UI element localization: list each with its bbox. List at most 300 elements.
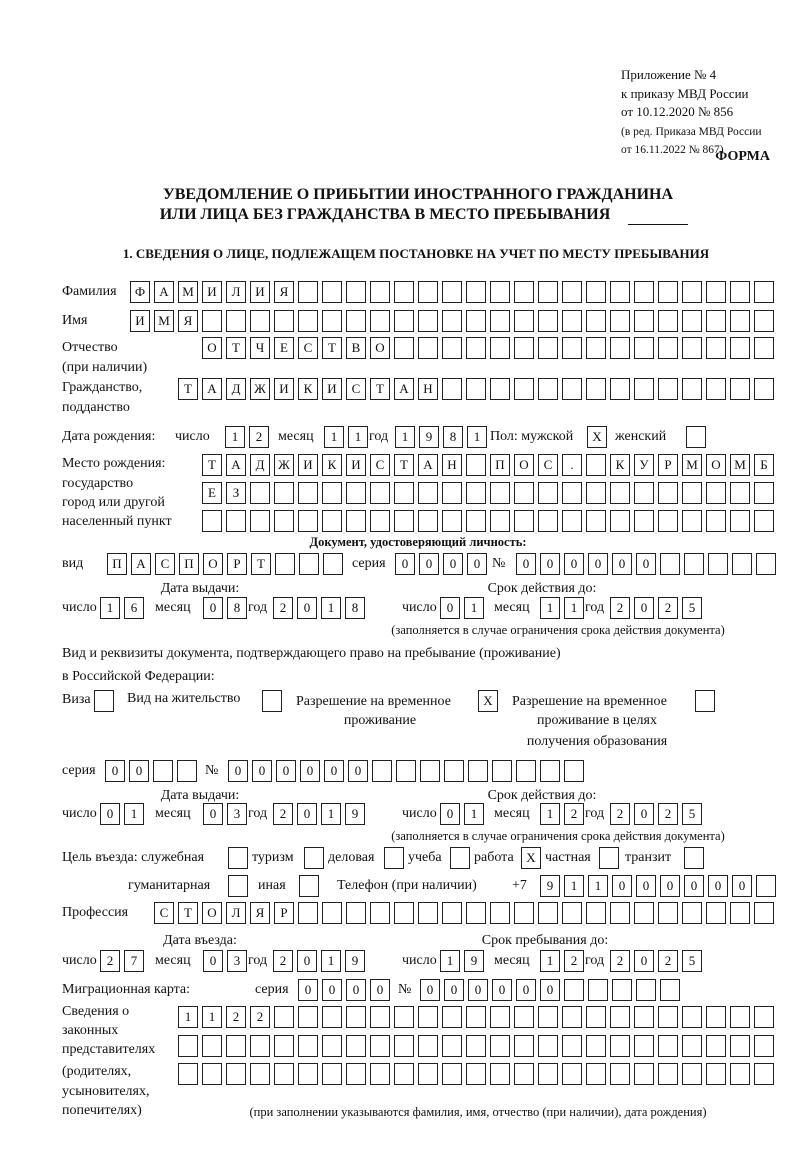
name-field-cell[interactable]: Я bbox=[178, 310, 198, 332]
doc-number-field-cell[interactable] bbox=[660, 553, 680, 575]
patronymic-field-cell[interactable]: Е bbox=[274, 337, 294, 359]
birth-place-row-1-cell[interactable]: М bbox=[730, 454, 750, 476]
permit-number-field-cell[interactable]: 0 bbox=[228, 760, 248, 782]
phone-field-cell[interactable]: 9 bbox=[540, 875, 560, 897]
entry-year-field-cell[interactable]: 2 bbox=[273, 950, 293, 972]
reps-row-2-cell[interactable] bbox=[226, 1035, 246, 1057]
migration-series-field-cell[interactable]: 0 bbox=[346, 979, 366, 1001]
issue-year-field-cell[interactable]: 1 bbox=[321, 597, 341, 619]
name-field-cell[interactable] bbox=[298, 310, 318, 332]
reps-row-2-cell[interactable] bbox=[514, 1035, 534, 1057]
birth-place-row-2-cell[interactable] bbox=[274, 482, 294, 504]
birth-place-row-2-cell[interactable] bbox=[730, 482, 750, 504]
permit-number-field-cell[interactable]: 0 bbox=[276, 760, 296, 782]
phone-field-cell[interactable]: 0 bbox=[660, 875, 680, 897]
citizenship-field-cell[interactable]: Т bbox=[370, 378, 390, 400]
surname-field-cell[interactable] bbox=[754, 281, 774, 303]
issue-year-field-cell[interactable]: 0 bbox=[297, 597, 317, 619]
surname-field-cell[interactable] bbox=[658, 281, 678, 303]
name-field-cell[interactable] bbox=[658, 310, 678, 332]
birth-place-row-2-cell[interactable] bbox=[682, 482, 702, 504]
surname-field-cell[interactable]: Я bbox=[274, 281, 294, 303]
permit-issue-month-field-cell[interactable]: 3 bbox=[227, 803, 247, 825]
birth-place-row-3-cell[interactable] bbox=[298, 510, 318, 532]
patronymic-field-cell[interactable] bbox=[586, 337, 606, 359]
reps-row-3-cell[interactable] bbox=[538, 1063, 558, 1085]
doc-type-field-cell[interactable] bbox=[323, 553, 343, 575]
birth-place-row-2-cell[interactable] bbox=[346, 482, 366, 504]
reps-row-2-cell[interactable] bbox=[610, 1035, 630, 1057]
doc-type-field-cell[interactable]: А bbox=[131, 553, 151, 575]
citizenship-field-cell[interactable] bbox=[586, 378, 606, 400]
profession-field-cell[interactable] bbox=[538, 902, 558, 924]
sex-female-checkbox[interactable] bbox=[686, 426, 706, 448]
citizenship-field-cell[interactable] bbox=[610, 378, 630, 400]
birth-place-row-1-cell[interactable]: Т bbox=[202, 454, 222, 476]
surname-field-cell[interactable] bbox=[346, 281, 366, 303]
patronymic-field-cell[interactable] bbox=[754, 337, 774, 359]
surname-field-cell[interactable] bbox=[418, 281, 438, 303]
purpose-work-checkbox[interactable]: X bbox=[521, 847, 541, 869]
reps-row-3-cell[interactable] bbox=[418, 1063, 438, 1085]
name-field-cell[interactable] bbox=[202, 310, 222, 332]
birth-day-field-cell[interactable]: 2 bbox=[249, 426, 269, 448]
until-month-field-cell[interactable]: 1 bbox=[540, 950, 560, 972]
patronymic-field-cell[interactable] bbox=[562, 337, 582, 359]
reps-row-1-cell[interactable] bbox=[298, 1006, 318, 1028]
reps-row-3-cell[interactable] bbox=[586, 1063, 606, 1085]
reps-row-1-cell[interactable] bbox=[658, 1006, 678, 1028]
citizenship-field-cell[interactable] bbox=[682, 378, 702, 400]
doc-number-field-cell[interactable]: 0 bbox=[588, 553, 608, 575]
surname-field-cell[interactable] bbox=[706, 281, 726, 303]
birth-place-row-3-cell[interactable] bbox=[490, 510, 510, 532]
name-field-cell[interactable]: М bbox=[154, 310, 174, 332]
doc-number-field-cell[interactable] bbox=[684, 553, 704, 575]
profession-field-cell[interactable] bbox=[754, 902, 774, 924]
reps-row-1-cell[interactable] bbox=[490, 1006, 510, 1028]
reps-row-3-cell[interactable] bbox=[394, 1063, 414, 1085]
birth-place-row-3-cell[interactable] bbox=[514, 510, 534, 532]
citizenship-field-cell[interactable] bbox=[730, 378, 750, 400]
name-field-cell[interactable] bbox=[274, 310, 294, 332]
surname-field-cell[interactable] bbox=[466, 281, 486, 303]
reps-row-1-cell[interactable] bbox=[538, 1006, 558, 1028]
birth-place-row-1-cell[interactable]: А bbox=[226, 454, 246, 476]
birth-place-row-2-cell[interactable] bbox=[250, 482, 270, 504]
patronymic-field-cell[interactable]: Ч bbox=[250, 337, 270, 359]
reps-row-3-cell[interactable] bbox=[178, 1063, 198, 1085]
reps-row-3-cell[interactable] bbox=[346, 1063, 366, 1085]
phone-field-cell[interactable]: 0 bbox=[636, 875, 656, 897]
permit-number-field-cell[interactable] bbox=[420, 760, 440, 782]
citizenship-field-cell[interactable] bbox=[562, 378, 582, 400]
birth-year-field-cell[interactable]: 9 bbox=[419, 426, 439, 448]
doc-number-field-cell[interactable] bbox=[708, 553, 728, 575]
reps-row-1-cell[interactable] bbox=[634, 1006, 654, 1028]
migration-series-field-cell[interactable]: 0 bbox=[298, 979, 318, 1001]
permit-number-field-cell[interactable]: 0 bbox=[300, 760, 320, 782]
birth-place-row-2-cell[interactable] bbox=[754, 482, 774, 504]
surname-field-cell[interactable] bbox=[538, 281, 558, 303]
name-field-cell[interactable] bbox=[634, 310, 654, 332]
birth-place-row-3-cell[interactable] bbox=[466, 510, 486, 532]
birth-place-row-1-cell[interactable]: Р bbox=[658, 454, 678, 476]
surname-field-cell[interactable] bbox=[682, 281, 702, 303]
birth-place-row-3-cell[interactable] bbox=[394, 510, 414, 532]
reps-row-3-cell[interactable] bbox=[298, 1063, 318, 1085]
surname-field-cell[interactable] bbox=[610, 281, 630, 303]
patronymic-field-cell[interactable] bbox=[706, 337, 726, 359]
birth-place-row-2-cell[interactable] bbox=[298, 482, 318, 504]
permit-series-field-cell[interactable] bbox=[177, 760, 197, 782]
birth-place-row-1-cell[interactable]: У bbox=[634, 454, 654, 476]
name-field-cell[interactable] bbox=[226, 310, 246, 332]
birth-place-row-3-cell[interactable] bbox=[370, 510, 390, 532]
migration-number-field-cell[interactable]: 0 bbox=[492, 979, 512, 1001]
entry-month-field-cell[interactable]: 3 bbox=[227, 950, 247, 972]
until-year-field-cell[interactable]: 0 bbox=[634, 950, 654, 972]
doc-type-field-cell[interactable]: Т bbox=[251, 553, 271, 575]
purpose-private-checkbox[interactable] bbox=[599, 847, 619, 869]
entry-year-field-cell[interactable]: 0 bbox=[297, 950, 317, 972]
reps-row-2-cell[interactable] bbox=[178, 1035, 198, 1057]
profession-field-cell[interactable]: Л bbox=[226, 902, 246, 924]
profession-field-cell[interactable] bbox=[586, 902, 606, 924]
until-month-field-cell[interactable]: 2 bbox=[564, 950, 584, 972]
patronymic-field-cell[interactable] bbox=[514, 337, 534, 359]
reps-row-2-cell[interactable] bbox=[730, 1035, 750, 1057]
profession-field-cell[interactable]: Я bbox=[250, 902, 270, 924]
migration-number-field-cell[interactable]: 0 bbox=[516, 979, 536, 1001]
reps-row-3-cell[interactable] bbox=[562, 1063, 582, 1085]
profession-field-cell[interactable] bbox=[682, 902, 702, 924]
citizenship-field-cell[interactable]: Д bbox=[226, 378, 246, 400]
doc-number-field-cell[interactable]: 0 bbox=[516, 553, 536, 575]
reps-row-2-cell[interactable] bbox=[298, 1035, 318, 1057]
profession-field-cell[interactable] bbox=[634, 902, 654, 924]
migration-number-field-cell[interactable] bbox=[564, 979, 584, 1001]
reps-row-3-cell[interactable] bbox=[274, 1063, 294, 1085]
reps-row-2-cell[interactable] bbox=[634, 1035, 654, 1057]
reps-row-2-cell[interactable] bbox=[202, 1035, 222, 1057]
birth-place-row-1-cell[interactable]: Т bbox=[394, 454, 414, 476]
permit-number-field-cell[interactable] bbox=[372, 760, 392, 782]
migration-series-field-cell[interactable]: 0 bbox=[370, 979, 390, 1001]
reps-row-1-cell[interactable] bbox=[610, 1006, 630, 1028]
issue-month-field-cell[interactable]: 8 bbox=[227, 597, 247, 619]
migration-number-field-cell[interactable] bbox=[660, 979, 680, 1001]
name-field-cell[interactable] bbox=[346, 310, 366, 332]
patronymic-field-cell[interactable]: В bbox=[346, 337, 366, 359]
patronymic-field-cell[interactable] bbox=[610, 337, 630, 359]
birth-place-row-1-cell[interactable]: О bbox=[706, 454, 726, 476]
doc-type-field-cell[interactable]: С bbox=[155, 553, 175, 575]
until-day-field-cell[interactable]: 9 bbox=[464, 950, 484, 972]
migration-number-field-cell[interactable] bbox=[588, 979, 608, 1001]
citizenship-field-cell[interactable] bbox=[754, 378, 774, 400]
profession-field-cell[interactable] bbox=[514, 902, 534, 924]
phone-field-cell[interactable]: 0 bbox=[708, 875, 728, 897]
until-year-field-cell[interactable]: 2 bbox=[610, 950, 630, 972]
valid-year-field-cell[interactable]: 5 bbox=[682, 597, 702, 619]
citizenship-field-cell[interactable]: С bbox=[346, 378, 366, 400]
birth-place-row-1-cell[interactable]: Ж bbox=[274, 454, 294, 476]
permit-valid-year-field-cell[interactable]: 0 bbox=[634, 803, 654, 825]
surname-field-cell[interactable] bbox=[730, 281, 750, 303]
migration-number-field-cell[interactable]: 0 bbox=[468, 979, 488, 1001]
citizenship-field-cell[interactable] bbox=[514, 378, 534, 400]
birth-place-row-2-cell[interactable] bbox=[706, 482, 726, 504]
name-field-cell[interactable] bbox=[322, 310, 342, 332]
migration-number-field-cell[interactable]: 0 bbox=[540, 979, 560, 1001]
profession-field-cell[interactable]: Р bbox=[274, 902, 294, 924]
name-field-cell[interactable]: И bbox=[130, 310, 150, 332]
surname-field-cell[interactable]: И bbox=[250, 281, 270, 303]
birth-month-field-cell[interactable]: 1 bbox=[348, 426, 368, 448]
valid-day-field-cell[interactable]: 0 bbox=[440, 597, 460, 619]
doc-type-field-cell[interactable] bbox=[275, 553, 295, 575]
permit-number-field-cell[interactable] bbox=[396, 760, 416, 782]
patronymic-field-cell[interactable] bbox=[538, 337, 558, 359]
permit-issue-year-field-cell[interactable]: 1 bbox=[321, 803, 341, 825]
name-field-cell[interactable] bbox=[706, 310, 726, 332]
permit-number-field-cell[interactable]: 0 bbox=[252, 760, 272, 782]
profession-field-cell[interactable] bbox=[298, 902, 318, 924]
doc-number-field-cell[interactable]: 0 bbox=[540, 553, 560, 575]
birth-place-row-1-cell[interactable]: М bbox=[682, 454, 702, 476]
citizenship-field-cell[interactable] bbox=[634, 378, 654, 400]
birth-place-row-2-cell[interactable] bbox=[538, 482, 558, 504]
birth-place-row-3-cell[interactable] bbox=[754, 510, 774, 532]
reps-row-3-cell[interactable] bbox=[250, 1063, 270, 1085]
permit-valid-year-field-cell[interactable]: 2 bbox=[610, 803, 630, 825]
reps-row-1-cell[interactable] bbox=[466, 1006, 486, 1028]
permit-valid-day-field-cell[interactable]: 0 bbox=[440, 803, 460, 825]
profession-field-cell[interactable] bbox=[346, 902, 366, 924]
permit-valid-month-field-cell[interactable]: 1 bbox=[540, 803, 560, 825]
birth-place-row-2-cell[interactable] bbox=[586, 482, 606, 504]
valid-day-field-cell[interactable]: 1 bbox=[464, 597, 484, 619]
birth-place-row-1-cell[interactable]: К bbox=[322, 454, 342, 476]
birth-place-row-1-cell[interactable]: К bbox=[610, 454, 630, 476]
issue-year-field-cell[interactable]: 2 bbox=[273, 597, 293, 619]
reps-row-1-cell[interactable]: 2 bbox=[226, 1006, 246, 1028]
citizenship-field-cell[interactable]: И bbox=[322, 378, 342, 400]
name-field-cell[interactable] bbox=[370, 310, 390, 332]
reps-row-3-cell[interactable] bbox=[730, 1063, 750, 1085]
patronymic-field-cell[interactable]: О bbox=[202, 337, 222, 359]
entry-year-field-cell[interactable]: 9 bbox=[345, 950, 365, 972]
reps-row-2-cell[interactable] bbox=[466, 1035, 486, 1057]
birth-place-row-2-cell[interactable] bbox=[418, 482, 438, 504]
surname-field-cell[interactable] bbox=[514, 281, 534, 303]
citizenship-field-cell[interactable]: Т bbox=[178, 378, 198, 400]
patronymic-field-cell[interactable] bbox=[658, 337, 678, 359]
entry-year-field-cell[interactable]: 1 bbox=[321, 950, 341, 972]
birth-place-row-1-cell[interactable]: Б bbox=[754, 454, 774, 476]
birth-place-row-3-cell[interactable] bbox=[250, 510, 270, 532]
patronymic-field-cell[interactable]: Т bbox=[322, 337, 342, 359]
profession-field-cell[interactable] bbox=[610, 902, 630, 924]
profession-field-cell[interactable]: С bbox=[154, 902, 174, 924]
citizenship-field-cell[interactable]: И bbox=[274, 378, 294, 400]
birth-place-row-1-cell[interactable]: П bbox=[490, 454, 510, 476]
reps-row-2-cell[interactable] bbox=[706, 1035, 726, 1057]
migration-number-field-cell[interactable]: 0 bbox=[420, 979, 440, 1001]
reps-row-2-cell[interactable] bbox=[490, 1035, 510, 1057]
reps-row-1-cell[interactable] bbox=[682, 1006, 702, 1028]
birth-place-row-1-cell[interactable]: С bbox=[370, 454, 390, 476]
permit-issue-month-field-cell[interactable]: 0 bbox=[203, 803, 223, 825]
surname-field-cell[interactable]: М bbox=[178, 281, 198, 303]
patronymic-field-cell[interactable] bbox=[394, 337, 414, 359]
permit-valid-day-field-cell[interactable]: 1 bbox=[464, 803, 484, 825]
birth-place-row-2-cell[interactable] bbox=[610, 482, 630, 504]
permit-issue-day-field-cell[interactable]: 1 bbox=[124, 803, 144, 825]
birth-place-row-3-cell[interactable] bbox=[418, 510, 438, 532]
surname-field-cell[interactable] bbox=[562, 281, 582, 303]
reps-row-1-cell[interactable]: 2 bbox=[250, 1006, 270, 1028]
birth-place-row-1-cell[interactable]: И bbox=[298, 454, 318, 476]
patronymic-field-cell[interactable] bbox=[418, 337, 438, 359]
birth-place-row-1-cell[interactable]: . bbox=[562, 454, 582, 476]
purpose-business-checkbox[interactable] bbox=[384, 847, 404, 869]
permit-series-field-cell[interactable]: 0 bbox=[129, 760, 149, 782]
birth-place-row-3-cell[interactable] bbox=[322, 510, 342, 532]
permit-number-field-cell[interactable] bbox=[468, 760, 488, 782]
profession-field-cell[interactable] bbox=[730, 902, 750, 924]
name-field-cell[interactable] bbox=[682, 310, 702, 332]
name-field-cell[interactable] bbox=[562, 310, 582, 332]
birth-place-row-3-cell[interactable] bbox=[562, 510, 582, 532]
profession-field-cell[interactable]: Т bbox=[178, 902, 198, 924]
reps-row-2-cell[interactable] bbox=[682, 1035, 702, 1057]
reps-row-1-cell[interactable]: 1 bbox=[202, 1006, 222, 1028]
profession-field-cell[interactable] bbox=[658, 902, 678, 924]
birth-place-row-1-cell[interactable]: И bbox=[346, 454, 366, 476]
permit-number-field-cell[interactable] bbox=[516, 760, 536, 782]
valid-year-field-cell[interactable]: 0 bbox=[634, 597, 654, 619]
purpose-tourism-checkbox[interactable] bbox=[304, 847, 324, 869]
birth-year-field-cell[interactable]: 1 bbox=[467, 426, 487, 448]
surname-field-cell[interactable]: Л bbox=[226, 281, 246, 303]
birth-place-row-2-cell[interactable]: З bbox=[226, 482, 246, 504]
doc-number-field-cell[interactable]: 0 bbox=[636, 553, 656, 575]
reps-row-1-cell[interactable] bbox=[754, 1006, 774, 1028]
birth-place-row-2-cell[interactable] bbox=[490, 482, 510, 504]
reps-row-1-cell[interactable] bbox=[274, 1006, 294, 1028]
reps-row-3-cell[interactable] bbox=[202, 1063, 222, 1085]
citizenship-field-cell[interactable] bbox=[490, 378, 510, 400]
valid-year-field-cell[interactable]: 2 bbox=[610, 597, 630, 619]
migration-number-field-cell[interactable] bbox=[636, 979, 656, 1001]
reps-row-1-cell[interactable] bbox=[562, 1006, 582, 1028]
permit-issue-day-field-cell[interactable]: 0 bbox=[100, 803, 120, 825]
reps-row-2-cell[interactable] bbox=[754, 1035, 774, 1057]
profession-field-cell[interactable] bbox=[442, 902, 462, 924]
visa-checkbox[interactable] bbox=[94, 690, 114, 712]
profession-field-cell[interactable] bbox=[562, 902, 582, 924]
patronymic-field-cell[interactable] bbox=[490, 337, 510, 359]
birth-place-row-3-cell[interactable] bbox=[202, 510, 222, 532]
reps-row-1-cell[interactable] bbox=[418, 1006, 438, 1028]
birth-place-row-2-cell[interactable] bbox=[562, 482, 582, 504]
birth-place-row-3-cell[interactable] bbox=[586, 510, 606, 532]
until-year-field-cell[interactable]: 5 bbox=[682, 950, 702, 972]
phone-field-cell[interactable] bbox=[756, 875, 776, 897]
reps-row-3-cell[interactable] bbox=[226, 1063, 246, 1085]
birth-place-row-1-cell[interactable] bbox=[586, 454, 606, 476]
reps-row-1-cell[interactable] bbox=[394, 1006, 414, 1028]
profession-field-cell[interactable] bbox=[394, 902, 414, 924]
profession-field-cell[interactable]: О bbox=[202, 902, 222, 924]
surname-field-cell[interactable]: И bbox=[202, 281, 222, 303]
entry-day-field-cell[interactable]: 2 bbox=[100, 950, 120, 972]
permit-valid-year-field-cell[interactable]: 2 bbox=[658, 803, 678, 825]
patronymic-field-cell[interactable]: С bbox=[298, 337, 318, 359]
entry-month-field-cell[interactable]: 0 bbox=[203, 950, 223, 972]
reps-row-3-cell[interactable] bbox=[658, 1063, 678, 1085]
reps-row-1-cell[interactable] bbox=[586, 1006, 606, 1028]
entry-day-field-cell[interactable]: 7 bbox=[124, 950, 144, 972]
birth-place-row-3-cell[interactable] bbox=[658, 510, 678, 532]
birth-place-row-1-cell[interactable]: О bbox=[514, 454, 534, 476]
permit-number-field-cell[interactable] bbox=[564, 760, 584, 782]
citizenship-field-cell[interactable]: А bbox=[202, 378, 222, 400]
birth-place-row-3-cell[interactable] bbox=[226, 510, 246, 532]
permit-issue-year-field-cell[interactable]: 9 bbox=[345, 803, 365, 825]
until-day-field-cell[interactable]: 1 bbox=[440, 950, 460, 972]
citizenship-field-cell[interactable]: Ж bbox=[250, 378, 270, 400]
migration-number-field-cell[interactable] bbox=[612, 979, 632, 1001]
birth-year-field-cell[interactable]: 1 bbox=[395, 426, 415, 448]
name-field-cell[interactable] bbox=[250, 310, 270, 332]
reps-row-3-cell[interactable] bbox=[634, 1063, 654, 1085]
migration-number-field-cell[interactable]: 0 bbox=[444, 979, 464, 1001]
surname-field-cell[interactable]: Ф bbox=[130, 281, 150, 303]
permit-number-field-cell[interactable] bbox=[492, 760, 512, 782]
reps-row-1-cell[interactable] bbox=[514, 1006, 534, 1028]
trp-checkbox[interactable]: X bbox=[478, 690, 498, 712]
doc-series-field-cell[interactable]: 0 bbox=[467, 553, 487, 575]
sex-male-checkbox[interactable]: X bbox=[587, 426, 607, 448]
phone-field-cell[interactable]: 1 bbox=[588, 875, 608, 897]
permit-issue-year-field-cell[interactable]: 0 bbox=[297, 803, 317, 825]
valid-month-field-cell[interactable]: 1 bbox=[564, 597, 584, 619]
reps-row-2-cell[interactable] bbox=[586, 1035, 606, 1057]
reps-row-3-cell[interactable] bbox=[682, 1063, 702, 1085]
reps-row-1-cell[interactable] bbox=[322, 1006, 342, 1028]
birth-place-row-2-cell[interactable] bbox=[370, 482, 390, 504]
permit-series-field-cell[interactable] bbox=[153, 760, 173, 782]
doc-number-field-cell[interactable]: 0 bbox=[612, 553, 632, 575]
reps-row-2-cell[interactable] bbox=[346, 1035, 366, 1057]
doc-series-field-cell[interactable]: 0 bbox=[443, 553, 463, 575]
surname-field-cell[interactable] bbox=[634, 281, 654, 303]
name-field-cell[interactable] bbox=[586, 310, 606, 332]
birth-place-row-3-cell[interactable] bbox=[538, 510, 558, 532]
reps-row-1-cell[interactable] bbox=[730, 1006, 750, 1028]
birth-place-row-2-cell[interactable] bbox=[442, 482, 462, 504]
reps-row-1-cell[interactable] bbox=[442, 1006, 462, 1028]
birth-place-row-3-cell[interactable] bbox=[346, 510, 366, 532]
patronymic-field-cell[interactable]: О bbox=[370, 337, 390, 359]
doc-type-field-cell[interactable]: П bbox=[179, 553, 199, 575]
birth-place-row-2-cell[interactable] bbox=[514, 482, 534, 504]
reps-row-3-cell[interactable] bbox=[610, 1063, 630, 1085]
reps-row-3-cell[interactable] bbox=[322, 1063, 342, 1085]
